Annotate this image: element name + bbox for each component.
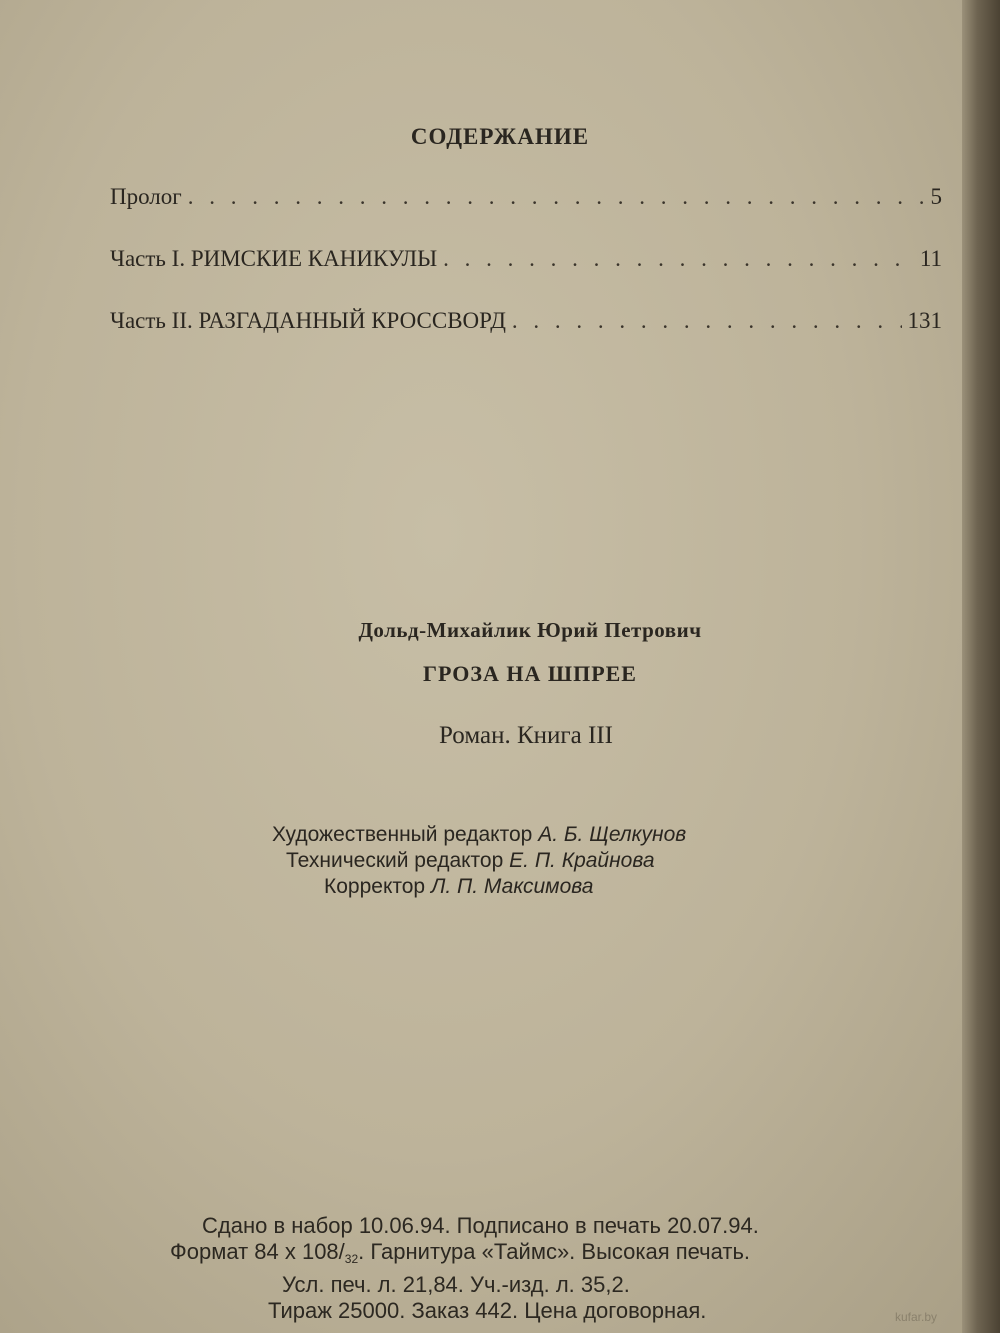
toc-entry-page: 11 — [919, 246, 942, 271]
toc-entry-prologue — [110, 184, 942, 218]
toc-entry-part-1 — [110, 246, 942, 280]
credit-name: Е. П. Крайнова — [509, 849, 655, 872]
imprint-block — [170, 1213, 890, 1324]
credit-name: Л. П. Максимова — [430, 875, 594, 898]
imprint-line-print-run: Тираж 25000. Заказ 442. Цена договорная. — [268, 1298, 707, 1323]
toc-entry-label: Часть I. РИМСКИЕ КАНИКУЛЫ — [110, 246, 438, 271]
toc-heading: СОДЕРЖАНИЕ — [410, 124, 590, 149]
book-spine-shadow — [962, 0, 1000, 1333]
toc-leader-dots — [188, 184, 925, 210]
toc-entry-label: Пролог — [110, 184, 182, 209]
credit-art-editor — [272, 822, 872, 848]
watermark: kufar.by — [894, 1310, 937, 1324]
toc-leader-dots — [512, 308, 902, 334]
credit-role: Корректор — [324, 875, 426, 898]
toc-entry-page: 5 — [930, 184, 942, 209]
imprint-line-dates: Сдано в набор 10.06.94. Подписано в печать 20.07.94. — [202, 1213, 759, 1238]
book-title: ГРОЗА НА ШПРЕЕ — [423, 661, 637, 686]
credit-name: А. Б. Щелкунов — [538, 823, 687, 846]
book-subtitle: Роман. Книга III — [439, 722, 613, 749]
imprint-line-sheets: Усл. печ. л. 21,84. Уч.-изд. л. 35,2. — [282, 1272, 630, 1297]
credits-block — [272, 822, 872, 900]
imprint-format-rest: . Гарнитура «Таймс». Высокая печать. — [358, 1239, 751, 1264]
toc-entry-page: 131 — [907, 308, 942, 333]
imprint-line-format — [170, 1239, 890, 1272]
toc-entry-part-2 — [110, 308, 942, 342]
credit-role: Технический редактор — [286, 849, 504, 872]
credit-proofreader — [272, 874, 872, 900]
credit-role: Художественный редактор — [272, 823, 533, 846]
toc-leader-dots — [443, 246, 914, 272]
imprint-format-text: Формат 84 x 108/ — [170, 1239, 345, 1264]
imprint-format-subscript: 32 — [344, 1252, 359, 1266]
credit-tech-editor — [272, 848, 872, 874]
toc-entry-label: Часть II. РАЗГАДАННЫЙ КРОССВОРД — [110, 308, 506, 333]
book-author: Дольд-Михайлик Юрий Петрович — [358, 618, 702, 642]
